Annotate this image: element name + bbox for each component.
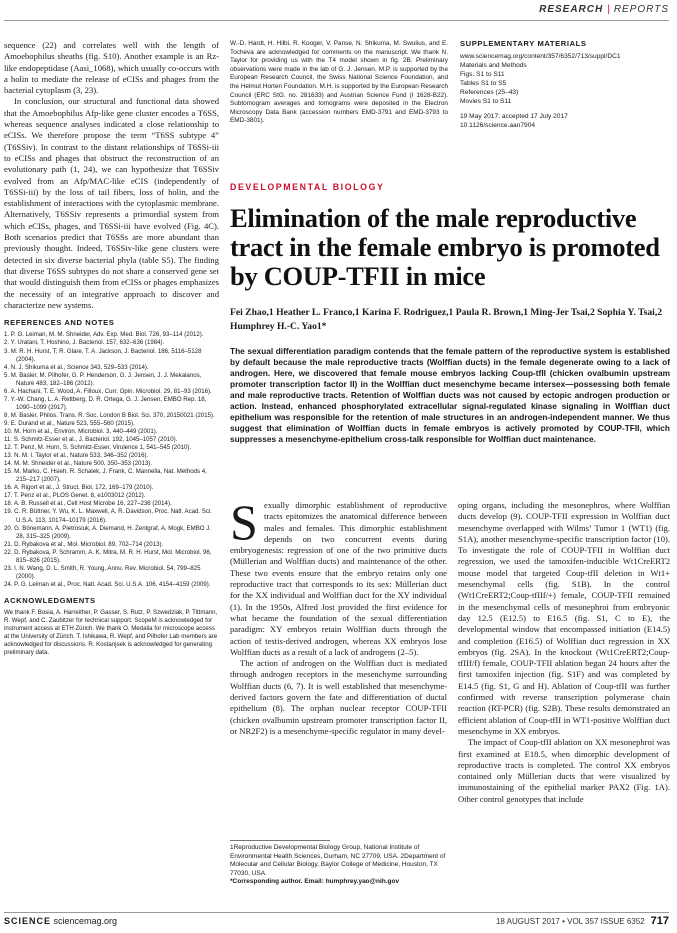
affiliations-footnote xyxy=(230,844,447,887)
header-reports: REPORTS xyxy=(613,4,669,15)
left-paragraph-2: In conclusion, our structural and functional data showed that the Amoebophilus Afp-like gene cluster encodes a T6SS, whereas sequence analyses indicated a close relationship to eCISs. We therefore propose the term “T6SS subtype 4” (T6SSiv). In contrast to the distant relationships of T6SSi-iii to eCISs and phages that obstruct the reconstruction of an evolutionary path (1, 24), we can hypothesize that T6SSiv evolved from an Afp/MAC-like eCIS (independently of T6SSi-iii) by the loss of tail fibers, loss of holin, and the establishment of interactions with the cytoplasmic membrane. Alternatively, T6SSiv represents a primordial system from which eCISs, phages, and T6SSi-iii have evolved (Fig. 4C). Both scenarios predict that T6SSs are more abundant than previously thought. Indeed, T6SSiv-like gene clusters were detected in six diverse bacterial phyla (table S5). The finding that diverse T6SS subtypes do not share a conserved gene set that would distinguish them from eCISs or phages emphasizes the necessity of an integrative approach to discover and characterize new systems. xyxy=(4,96,219,310)
running-header xyxy=(539,4,669,15)
reference-item: 19. C. R. Büttner, Y. Wu, K. L. Maxwell, A. R. Davidson, Proc. Natl. Acad. Sci. U.S.A. 113, 10174–10179 (2016). xyxy=(4,508,212,524)
reference-item: 21. D. Rybakova et al., Mol. Microbiol. 89, 702–714 (2013). xyxy=(4,540,164,548)
body-paragraph: exually dimorphic establishment of reproductive tracts epitomizes the anatomical difference between males and females. This dimorphic establishment depends on two concurrent events during embryogenesis: regression of one of the two primitive ducts (Müllerian and Wolffian ducts) and maintenance of the other. These two events ensure that the embryo retains only one reproductive tract that corresponds to its sex: Müllerian duct for the XX individual and Wolffian duct for the XY individual (1). In the 1950s, Alfred Jost provided the first evidence for what became the foundation of the sexual differentiation paradigm: XY embryos retain Wolffian ducts through the action of testis-derived androgen, whereas XX embryos lose Wolffian ducts as a result of a lack of androgens (2–5). xyxy=(230,500,447,657)
reference-item: 5. M. Basler, M. Pilhofer, G. P. Henderson, G. J. Jensen, J. J. Mekalanos, Nature 483, 182–186 (2012). xyxy=(4,371,202,387)
supplementary-materials xyxy=(460,38,670,188)
footer-rule xyxy=(4,912,669,913)
header-section: RESEARCH xyxy=(539,4,604,15)
footer-journal xyxy=(4,916,117,926)
drop-cap xyxy=(230,500,260,550)
body-paragraph: oping organs, including the mesonephros, where Wolffian ducts develop (9). COUP-TFII expression in Wolffian duct mesenchyme overlapped with Wilms’ Tumor 1 (WT1) (fig. S1A), another mesenchyme-specific transcription factor (10). To investigate the role of COUP-TFII in Wolffian duct regression, we used the tamoxifen-inducible Wt1CreERT2 mouse model that targeted Coup-tfII deletion in Wt1+ mesenchymal cells (fig. S1B). In the control (Wt1CreERT2;Coup-tfIIf/+) female, COUP-TFII remained in the mesenchymal cells of mesonephroi from embryonic day 12.5 (E12.5) to E16.5 (fig. S1, C to E), the developmental window that encompassed initiation (E14.5) and completion (E16.5) of Wolffian duct regression in XX embryos (fig. 2SA). In the knockout (Wt1CreERT2;Coup-tfIIf/f) female, COUP-TFII ablation began 24 hours after the first tamoxifen injection (fig. S1F) and was completed by E14.5 (fig. S1, G and H). Ablation of Coup-tfII was further confirmed with reverse transcription polymerase chain reaction (RT-PCR) (fig. S2B). These results demonstrated an efficient ablation of Coup-tfII in WT1-positive Wolffian duct mesenchyme in XX embryos. xyxy=(458,500,670,736)
section-label: DEVELOPMENTAL BIOLOGY xyxy=(230,182,385,192)
footer-journal-name: SCIENCE xyxy=(4,916,52,926)
reference-item: 9. E. Durand et al., Nature 523, 555–560 (2015). xyxy=(4,419,135,427)
supplementary-line: References (25–43) xyxy=(460,89,519,97)
reference-item: 24. P. G. Leiman et al., Proc. Natl. Acad. Sci. U.S.A. 106, 4154–4159 (2009). xyxy=(4,580,211,588)
reference-item: 3. M. R. H. Hurst, T. R. Glare, T. A. Jackson, J. Bacteriol. 186, 5116–5128 (2004). xyxy=(4,347,202,363)
reference-item: 23. I. N. Wang, D. L. Smith, R. Young, Annu. Rev. Microbiol. 54, 799–825 (2000). xyxy=(4,564,201,580)
supplementary-line: Figs. S1 to S11 xyxy=(460,71,505,79)
article-abstract: The sexual differentiation paradigm contends that the female pattern of the reproductive system is established by default because the male reproductive tracts (Wolffian ducts) in the female degenerate owing to a lack of androgen. Here, we discovered that female mouse embryos lacking Coup-tfII (chicken ovalbumin upstream promoter transcription factor II) in the Wolffian duct mesenchyme became intersex—possessing both female and male reproductive tracts. Retention of Wolffian ducts was not caused by ectopic androgen production or action. Instead, enhanced phosphorylated extracellular signal-regulated kinase signaling in Wolffian duct epithelium was responsible for the retention of male structures in an androgen-independent manner. We thus suggest that elimination of Wolffian ducts in female embryos is actively promoted by COUP-TFII, which suppresses a mesenchyme-epithelium cross-talk responsible for Wolffian duct maintenance. xyxy=(230,346,670,444)
reference-item: 1. P. G. Leiman, M. M. Shneider, Adv. Exp. Med. Biol. 726, 93–114 (2012). xyxy=(4,331,204,339)
supplementary-line: Tables S1 to S5 xyxy=(460,80,507,88)
reference-item: 11. S. Schmitz-Esser et al., J. Bacteriol. 192, 1045–1057 (2010). xyxy=(4,436,178,444)
corresponding-author: *Corresponding author. Email: humphrey.yao@nih.gov xyxy=(230,878,400,886)
supplementary-heading: SUPPLEMENTARY MATERIALS xyxy=(460,39,587,48)
left-paragraph-1: sequence (22) and correlates well with the length of Amoebophilus sheaths (fig. S10). Another example is an Rz-like endopeptidase (Aasi_1068), which usually co-occurs with a holin to mediate the release of eCISs and phages from the bacterial cytoplasm (3, 23). xyxy=(4,40,219,96)
page-number: 717 xyxy=(650,915,669,927)
body-column-2 xyxy=(458,500,670,910)
reference-item: 2. Y. Uratani, T. Hoshino, J. Bacteriol. 157, 632–636 (1984). xyxy=(4,339,165,347)
footer-issue: 18 AUGUST 2017 • VOL 357 ISSUE 6352 xyxy=(495,917,645,926)
reference-item: 4. N. J. Shikuma et al., Science 343, 529–533 (2014). xyxy=(4,363,149,371)
reference-item: 12. T. Penz, M. Horn, S. Schmitz-Esser, Virulence 1, 541–545 (2010). xyxy=(4,444,192,452)
supplementary-line: Movies S1 to S11 xyxy=(460,98,512,106)
body-column-1 xyxy=(230,500,447,840)
reference-item: 17. T. Penz et al., PLOS Genet. 8, e1003012 (2012). xyxy=(4,492,146,500)
references-heading: REFERENCES AND NOTES xyxy=(4,318,115,328)
body-paragraph: The impact of Coup-tfII ablation on XX mesonephroi was first examined at E18.5, when dimorphic development of reproductive tracts is completed. The control XX embryos contained only Müllerian ducts that were visualized by immunostaining of the epithelial marker PAX2 (Fig. 1A). Other control genotypes that include xyxy=(458,737,670,804)
reference-item: 16. A. Rigort et al., J. Struct. Biol. 172, 169–179 (2010). xyxy=(4,484,154,492)
reference-item: 13. N. M. I. Taylor et al., Nature 533, 346–352 (2016). xyxy=(4,452,149,460)
acknowledgments-continued-text: W.-D. Hardt, H. Hilbi, R. Kooger, V. Panse, N. Shikuma, M. Swulius, and E. Tocheva are acknowledged for comments on the manuscript. We thank N. Taylor for providing us with the T4 model shown in fig. 2B. Preliminary observations were made in the lab of G. J. Jensen. M.P. is supported by the European Research Council, the Swiss National Science Foundation, and the Helmut Horten Foundation. M.H. is supported by the European Research Council (ERC StG. no. 281633) and Austrian Science Fund (I 1628-B22). Subtomogram averages and tomograms were deposited in the Electron Microscopy Data Bank (accession numbers EMD-3791 and EMD-3793 to EMD-3801). xyxy=(230,40,448,125)
footnote-rule xyxy=(230,840,330,841)
reference-item: 20. G. Bönemann, A. Pietrosiuk, A. Diemand, H. Zentgraf, A. Mogk, EMBO J. 28, 315–325 (2009). xyxy=(4,524,211,540)
header-separator: | xyxy=(607,4,610,15)
reference-item: 6. A. Hachani, T. E. Wood, A. Filloux, Curr. Opin. Microbiol. 29, 81–93 (2016). xyxy=(4,387,212,395)
acknowledgments-continued xyxy=(230,40,448,190)
reference-item: 14. M. M. Shneider et al., Nature 500, 350–353 (2013). xyxy=(4,460,153,468)
acknowledgments-heading: ACKNOWLEDGMENTS xyxy=(4,595,96,605)
article-authors: Fei Zhao,1 Heather L. Franco,1 Karina F. Rodriguez,1 Paula R. Brown,1 Ming-Jer Tsai,2 Sophia Y. Tsai,2 Humphrey H.-C. Yao1* xyxy=(230,307,663,332)
reference-item: 8. M. Basler, Philos. Trans. R. Soc. London B Biol. Sci. 370, 20150021 (2015). xyxy=(4,411,215,419)
reference-item: 22. D. Rybakova, P. Schramm, A. K. Mitra, M. R. H. Hurst, Mol. Microbiol. 96, 815–826 (2015). xyxy=(4,548,212,564)
affiliations-text: 1Reproductive Developmental Biology Group, National Institute of Environmental Health Sciences, Durham, NC 27709, USA. 2Department of Molecular and Cellular Biology, Baylor College of Medicine, Houston, TX 77030, USA. xyxy=(230,844,446,877)
acknowledgments-text: We thank F. Bosia, A. Harreither, P. Gasser, S. Rutz, P. Szwedziak, P. Tittmann, R. Wepf, and C. Zaubitzer for technical support. ScopeM is acknowledged for instrument access at ETH Zürich. We thank O. Medalia for microscope access at the University of Zürich. T. Ishikawa, R. Wepf, and Pilhofer Lab members are acknowledged for discussions. R. Kostanjsek is acknowledged for generating preliminary data. xyxy=(4,609,218,657)
header-rule xyxy=(4,20,669,21)
article-title: Elimination of the male reproductive tract in the female embryo is promoted by COUP-TFII in mice xyxy=(230,203,660,291)
reference-item: 15. M. Marko, C. Hsieh, R. Schalek, J. Frank, C. Mannella, Nat. Methods 4, 215–217 (2007). xyxy=(4,468,207,484)
received-accepted-dates: 19 May 2017; accepted 17 July 2017 xyxy=(460,113,568,121)
references-list xyxy=(4,331,219,589)
body-paragraph: The action of androgen on the Wolffian duct is mediated through androgen receptors in the mesenchyme surrounding Wolffian ducts (6, 7). It is well established that mesenchyme-derived factors govern the fate and differentiation of ductal epithelium (8). The orphan nuclear receptor COUP-TFII (chicken ovalbumin upstream promoter transcription factor II, or NR2F2) is a mesenchyme-specific regulator in many devel- xyxy=(230,658,447,736)
supplementary-link[interactable]: www.sciencemag.org/content/357/6352/713/suppl/DC1 xyxy=(460,53,621,61)
drop-cap-letter: S xyxy=(230,500,258,550)
footer-site[interactable]: sciencemag.org xyxy=(53,916,118,926)
left-column xyxy=(4,40,219,880)
supplementary-line: Materials and Methods xyxy=(460,62,527,70)
reference-item: 7. Y.-W. Chang, L. A. Rettberg, D. R. Ortega, G. J. Jensen, EMBO Rep. 18, 1090–1099 (2017). xyxy=(4,395,207,411)
reference-item: 18. A. B. Russell et al., Cell Host Microbe 16, 227–236 (2014). xyxy=(4,500,172,508)
doi: 10.1126/science.aan7904 xyxy=(460,122,536,130)
reference-item: 10. M. Horn et al., Environ. Microbiol. 3, 440–449 (2001). xyxy=(4,427,158,435)
footer-issue-info xyxy=(496,915,669,927)
